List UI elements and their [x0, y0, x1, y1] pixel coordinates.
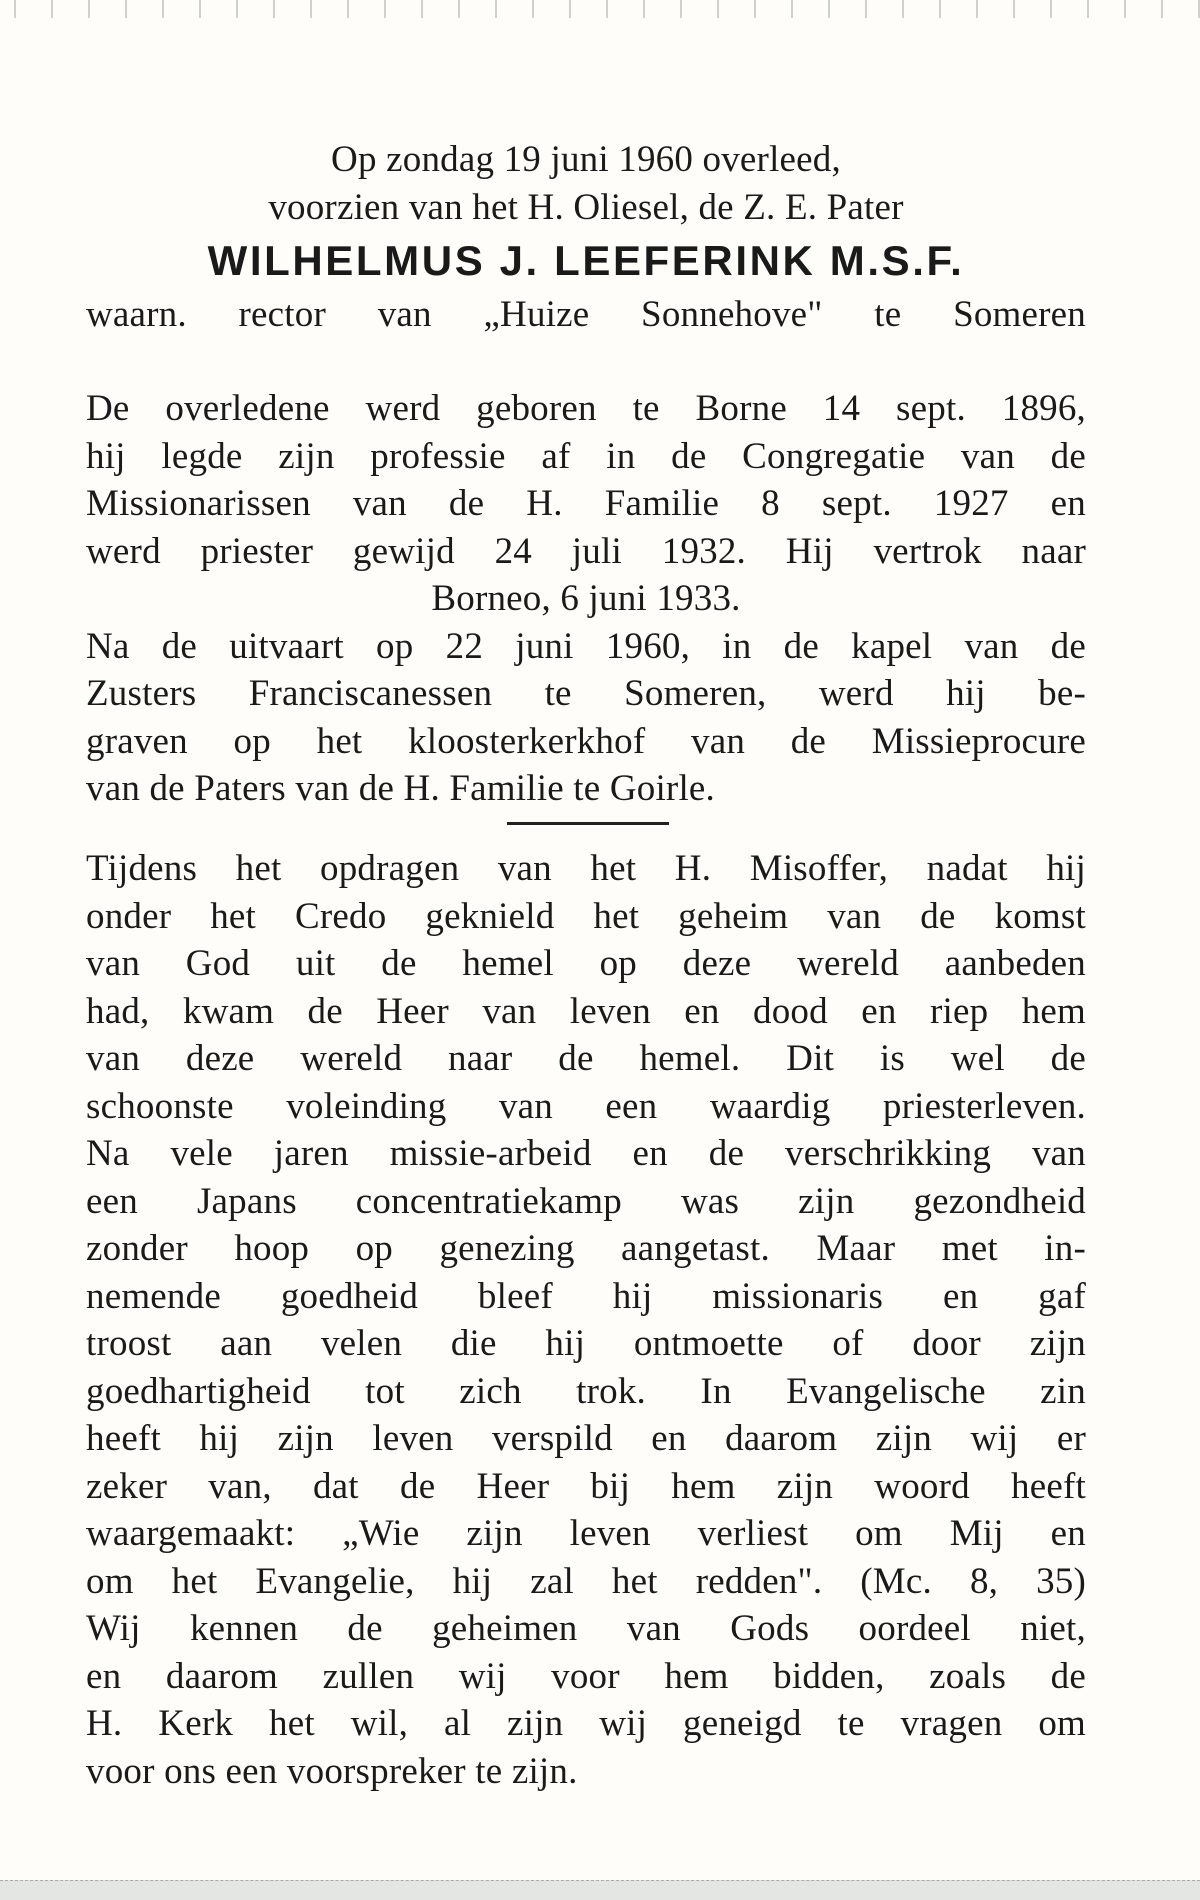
prayer-line: van God uit de hemel op deze wereld aanbeden — [86, 943, 1086, 984]
prayer-line: zeker van, dat de Heer bij hem zijn woord heeft — [86, 1465, 1086, 1507]
bio-line: werd priester gewijd 24 juli 1932. Hij vertrok naar — [86, 530, 1086, 572]
prayer-line: had, kwam de Heer van leven en dood en riep hem — [86, 990, 1086, 1032]
bio-line: Borneo, 6 juni 1933. — [431, 578, 741, 619]
section-divider — [507, 822, 669, 825]
prayer-line: nemende goedheid bleef hij missionaris en gaf — [86, 1275, 1086, 1317]
prayer-section — [86, 845, 1086, 1795]
prayer-line: Na vele jaren missie-arbeid en de verschrikking van — [86, 1133, 1086, 1174]
card-header — [86, 136, 1086, 339]
bio-line: De overledene werd geboren te Borne 14 sept. 1896, — [86, 388, 1086, 429]
prayer-line: troost aan velen die hij ontmoette of door zijn — [86, 1323, 1086, 1364]
bio-line: van de Paters van de H. Familie te Goirle. — [86, 768, 715, 809]
bio-line: hij legde zijn professie af in de Congregatie van de — [86, 435, 1086, 477]
prayer-line: onder het Credo geknield het geheim van de komst — [86, 895, 1086, 937]
death-announcement-line: Op zondag 19 juni 1960 overleed, — [331, 139, 841, 180]
prayer-line: van deze wereld naar de hemel. Dit is wel de — [86, 1038, 1086, 1079]
prayer-line: goedhartigheid tot zich trok. In Evangelische zin — [86, 1370, 1086, 1412]
prayer-line: een Japans concentratiekamp was zijn gezondheid — [86, 1180, 1086, 1222]
deceased-name: WILHELMUS J. LEEFERINK M.S.F. — [207, 237, 965, 284]
prayer-line: voor ons een voorspreker te zijn. — [86, 1750, 578, 1792]
prayer-line: schoonste voleinding van een waardig priesterleven. — [86, 1085, 1086, 1127]
bio-line: graven op het kloosterkerkhof van de Missieprocure — [86, 720, 1086, 762]
prayer-line: om het Evangelie, hij zal het redden". (Mc. 8, 35) — [86, 1560, 1086, 1602]
prayer-line: zonder hoop op genezing aangetast. Maar met in- — [86, 1228, 1086, 1269]
prayer-line: Wij kennen de geheimen van Gods oordeel niet, — [86, 1608, 1086, 1649]
deceased-role: waarn. rector van „Huize Sonnehove" te Someren — [86, 294, 1086, 335]
prayer-line: H. Kerk het wil, al zijn wij geneigd te vragen om — [86, 1703, 1086, 1744]
bio-line: Zusters Franciscanessen te Someren, werd hij be- — [86, 673, 1086, 714]
prayer-line: en daarom zullen wij voor hem bidden, zoals de — [86, 1655, 1086, 1697]
scan-top-edge — [0, 0, 1200, 18]
biography-section — [86, 385, 1086, 813]
sacrament-line: voorzien van het H. Oliesel, de Z. E. Pater — [268, 186, 904, 228]
prayer-line: heeft hij zijn leven verspild en daarom zijn wij er — [86, 1418, 1086, 1459]
scan-bottom-edge — [0, 1880, 1200, 1900]
bio-line: Na de uitvaart op 22 juni 1960, in de kapel van de — [86, 625, 1086, 667]
bio-line: Missionarissen van de H. Familie 8 sept. 1927 en — [86, 483, 1086, 524]
prayer-line: Tijdens het opdragen van het H. Misoffer, nadat hij — [86, 848, 1086, 889]
prayer-line: waargemaakt: „Wie zijn leven verliest om Mij en — [86, 1513, 1086, 1554]
